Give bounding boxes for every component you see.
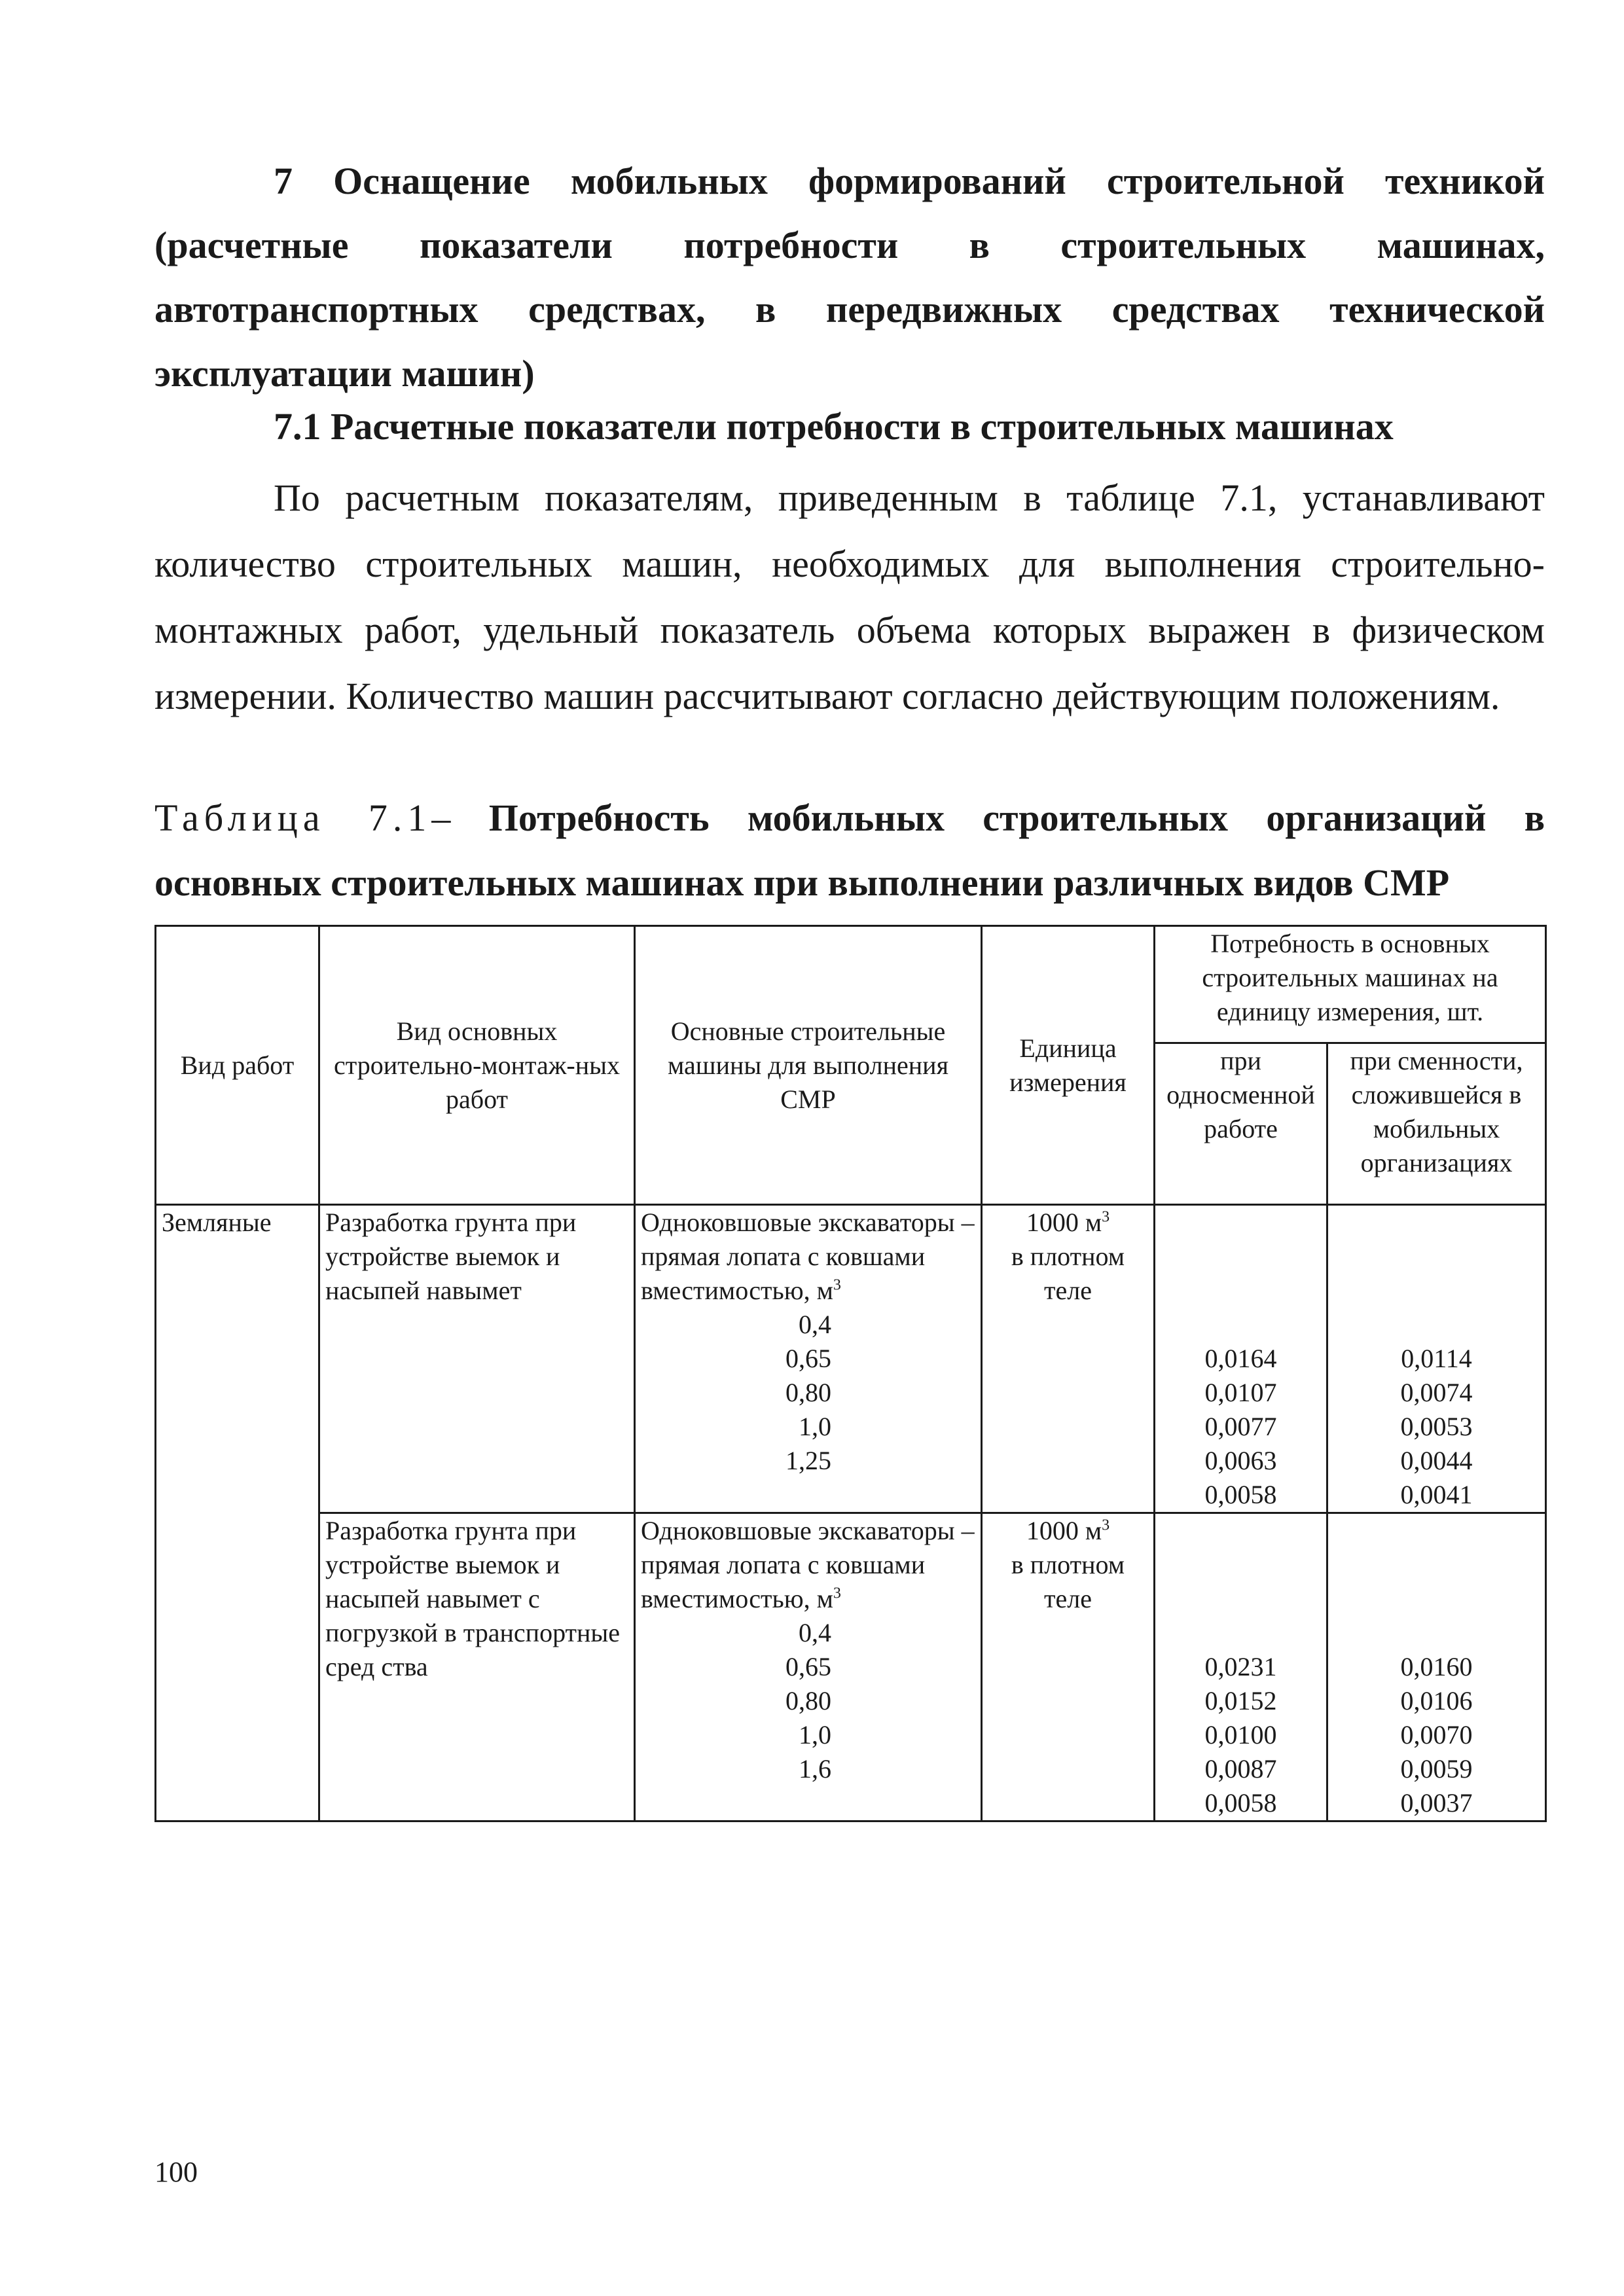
table-header-row (156, 926, 1546, 1043)
capacity-value: 0,4 (799, 1618, 831, 1647)
single-shift-cell (1155, 1205, 1327, 1513)
capacity-value: 0,4 (799, 1310, 831, 1339)
single-shift-value: 0,0231 (1204, 1652, 1277, 1681)
capacity-value: 1,0 (799, 1720, 831, 1749)
machine-sup: 3 (833, 1585, 841, 1602)
machines-table (154, 925, 1547, 1822)
unit-cell (982, 1513, 1155, 1821)
work-kind-cell: Разработка грунта при устройстве выемок и насыпей навымет (319, 1205, 635, 1513)
capacity-value: 0,65 (785, 1652, 831, 1681)
actual-shift-cell (1327, 1513, 1546, 1821)
single-shift-value: 0,0058 (1204, 1480, 1277, 1509)
single-shift-cell (1155, 1513, 1327, 1821)
actual-shift-value: 0,0041 (1400, 1480, 1473, 1509)
single-shift-value: 0,0152 (1204, 1686, 1277, 1715)
actual-shift-value: 0,0059 (1400, 1754, 1473, 1784)
actual-shift-cell (1327, 1205, 1546, 1513)
machine-text: Одноковшовые экскаваторы – прямая лопата с ковшами вместимостью, м (641, 1516, 975, 1613)
header-unit: Единица измерения (982, 926, 1155, 1205)
single-shift-value: 0,0063 (1204, 1446, 1277, 1475)
intro-paragraph: По расчетным показателям, приведенным в таблице 7.1, устанавливают количество строительных машин, необходимых для выполнения строительно-монтажных работ, удельный показатель объема которых выражен в физическом измерении. Количество машин рассчитывают согласно действующим положениям. (154, 476, 1545, 717)
table-caption (154, 785, 1545, 915)
actual-shift-value: 0,0037 (1400, 1788, 1473, 1818)
header-demand-group: Потребность в основных строительных машинах на единицу измерения, шт. (1155, 926, 1546, 1043)
page-number: 100 (154, 2156, 198, 2188)
actual-shift-value: 0,0074 (1400, 1378, 1473, 1407)
unit-text: 1000 м (1026, 1208, 1102, 1237)
single-shift-value: 0,0077 (1204, 1412, 1277, 1441)
actual-shift-value: 0,0160 (1400, 1652, 1473, 1681)
capacity-value: 0,65 (785, 1344, 831, 1373)
table-caption-label: Таблица 7.1 (154, 797, 432, 839)
header-single-shift: при односменной работе (1155, 1043, 1327, 1205)
capacity-value: 1,25 (785, 1446, 831, 1475)
single-shift-value: 0,0058 (1204, 1788, 1277, 1818)
actual-shift-value: 0,0044 (1400, 1446, 1473, 1475)
table-row (156, 1513, 1546, 1821)
single-shift-value: 0,0087 (1204, 1754, 1277, 1784)
machine-text: Одноковшовые экскаваторы – прямая лопата с ковшами вместимостью, м (641, 1208, 975, 1305)
header-machines: Основные строительные машины для выполнения СМР (635, 926, 982, 1205)
machine-cell (635, 1513, 982, 1821)
actual-shift-value: 0,0070 (1400, 1720, 1473, 1749)
header-work-type: Вид работ (156, 926, 319, 1205)
capacity-value: 0,80 (785, 1686, 831, 1715)
subsection-heading: 7.1 Расчетные показатели потребности в строительных машинах (274, 405, 1394, 448)
single-shift-value: 0,0107 (1204, 1378, 1277, 1407)
single-shift-value: 0,0100 (1204, 1720, 1277, 1749)
actual-shift-value: 0,0114 (1401, 1344, 1472, 1373)
section-heading: 7 Оснащение мобильных формирований строительной техникой (расчетные показатели потребности в строительных машинах, автотранспортных средствах, в передвижных средствах технической эксплуатации машин) (154, 160, 1545, 395)
actual-shift-value: 0,0053 (1400, 1412, 1473, 1441)
unit-tail: в плотном теле (1011, 1242, 1125, 1305)
capacity-value: 1,6 (799, 1754, 831, 1784)
table-caption-dash: – (431, 797, 451, 839)
header-actual-shift: при сменности, сложившейся в мобильных организациях (1327, 1043, 1546, 1205)
table-row (156, 1205, 1546, 1513)
unit-text: 1000 м (1026, 1516, 1102, 1545)
header-work-kind: Вид основных строительно-монтаж-ных работ (319, 926, 635, 1205)
unit-tail: в плотном теле (1011, 1550, 1125, 1613)
single-shift-value: 0,0164 (1204, 1344, 1277, 1373)
capacity-value: 0,80 (785, 1378, 831, 1407)
table-caption-title: Потребность мобильных строительных организаций в основных строительных машинах при выполнении различных видов СМР (154, 797, 1545, 904)
machine-cell (635, 1205, 982, 1513)
capacity-value: 1,0 (799, 1412, 831, 1441)
work-type-cell: Земляные (156, 1205, 319, 1821)
actual-shift-value: 0,0106 (1400, 1686, 1473, 1715)
unit-sup: 3 (1102, 1208, 1110, 1226)
work-kind-cell: Разработка грунта при устройстве выемок и насыпей навымет с погрузкой в транспортные сред ства (319, 1513, 635, 1821)
unit-sup: 3 (1102, 1516, 1110, 1534)
machine-sup: 3 (833, 1276, 841, 1294)
unit-cell (982, 1205, 1155, 1513)
